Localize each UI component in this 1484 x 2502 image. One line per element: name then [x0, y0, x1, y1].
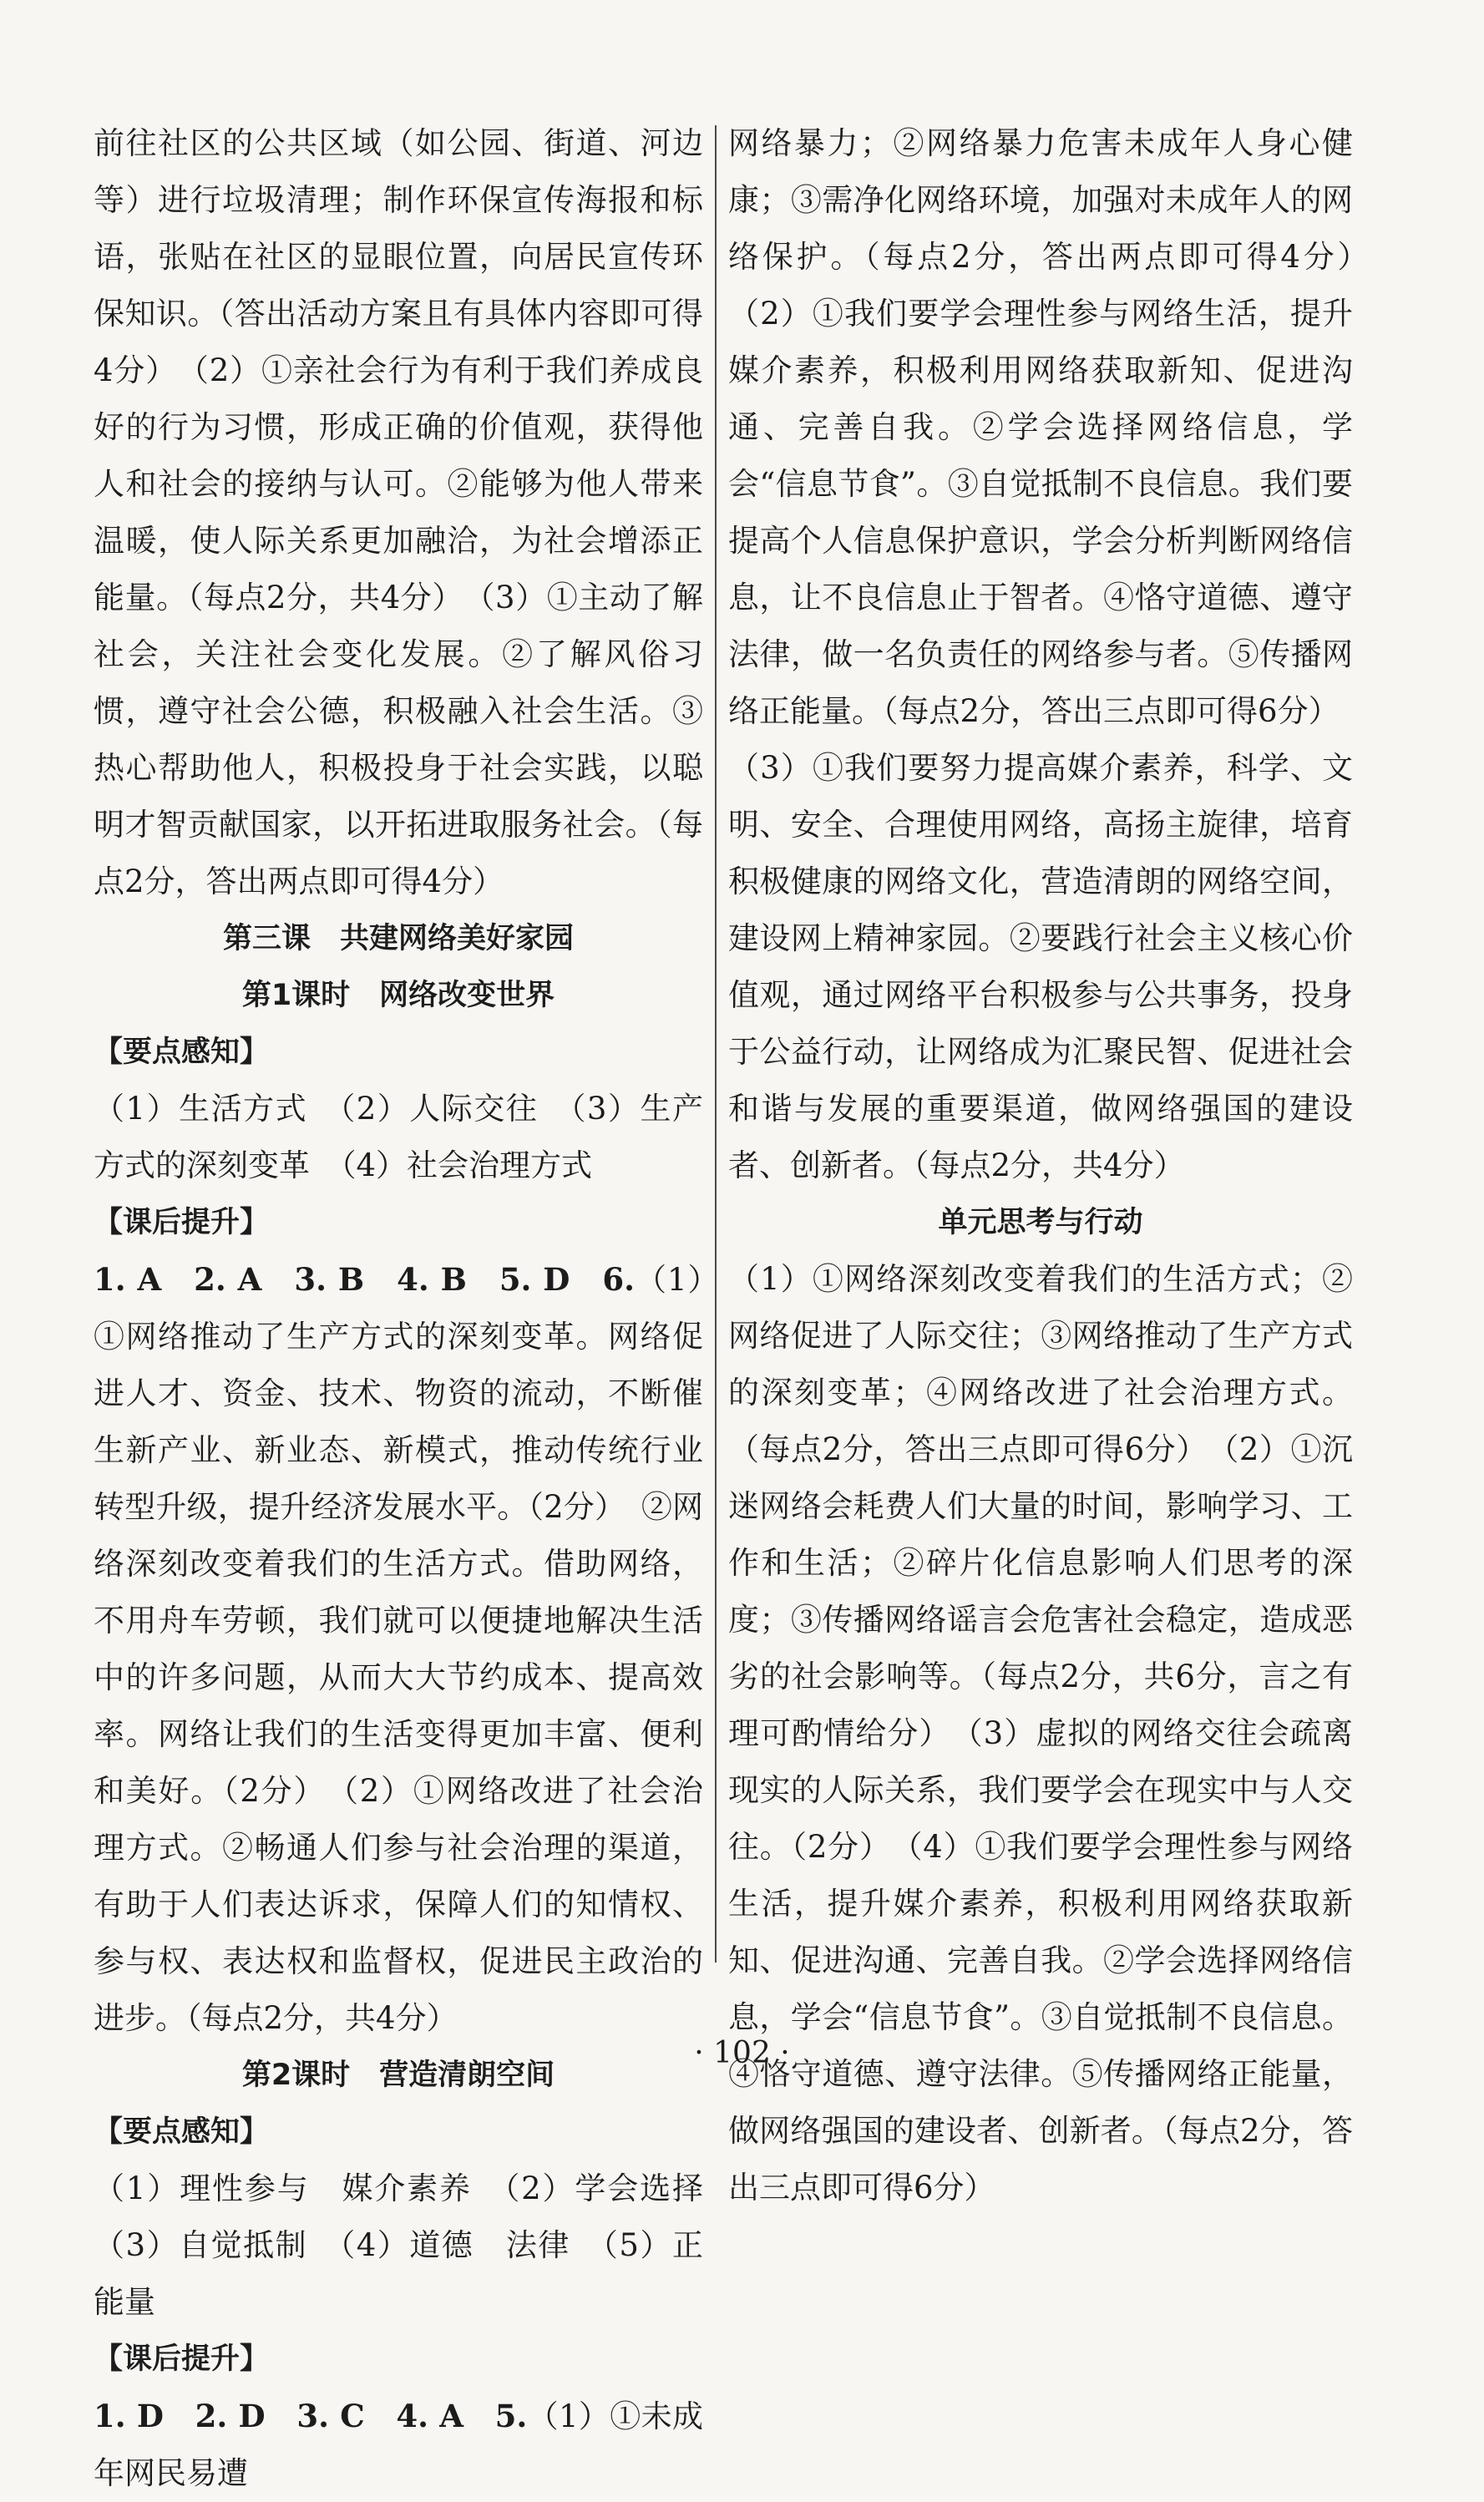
answer-paragraph: [94, 1251, 703, 2047]
paragraph: （1）理性参与 媒介素养 （2）学会选择 （3）自觉抵制 （4）道德 法律 （5）正能量: [94, 2170, 734, 2320]
lesson-title: 第三课 共建网络美好家园: [222, 922, 574, 955]
period-title: 第2课时 营造清朗空间: [241, 2059, 555, 2092]
period-title: 第1课时 网络改变世界: [241, 979, 555, 1012]
choice-answers: 1. D 2. D 3. C 4. A 5.: [94, 2398, 528, 2434]
left-column: [94, 115, 734, 2502]
paragraph: （1）生活方式 （2）人际交往 （3）生产方式的深刻变革 （4）社会治理方式: [94, 1091, 703, 1183]
answer-text: （1）①网络推动了生产方式的深刻变革。网络促进人才、资金、技术、物资的流动，不断催生新产业、新业态、新模式，推动传统行业转型升级，提升经济发展水平。（2分） ②网络深刻改变着我们的生活方式。借助网络，不用舟车劳顿，我们就可以便捷地解决生活中的许多问题，从而大大节约成本、提高效率。网络让我们的生活变得更加丰富、便利和美好。（2分） （2）①网络改进了社会治理方式。②畅通人们参与社会治理的渠道，有助于人们表达诉求，保障人们的知情权、参与权、表达权和监督权，促进民主政治的进步。（每点2分，共4分）: [94, 1262, 703, 2036]
paragraph: （1）①网络深刻改变着我们的生活方式；②网络促进了人际交往；③网络推动了生产方式的深刻变革；④网络改进了社会治理方式。（每点2分，答出三点即可得6分） （2）①沉迷网络会耗费人们大量的时间，影响学习、工作和生活；②碎片化信息影响人们思考的深度；③传播网络谣言会危害社会稳定，造成恶劣的社会影响等。（每点2分，共6分，言之有理可酌情给分） （3）虚拟的网络交往会疏离现实的人际关系，我们要学会在现实中与人交往。（2分） （4）①我们要学会理性参与网络生活，提升媒介素养，积极利用网络获取新知、促进沟通、完善自我。②学会选择网络信息，学会“信息节食”。③自觉抵制不良信息。④恪守道德、遵守法律。⑤传播网络正能量，做网络强国的建设者、创新者。（每点2分，答出三点即可得6分）: [728, 1261, 1353, 2206]
paragraph: 网络暴力；②网络暴力危害未成年人身心健康；③需净化网络环境，加强对未成年人的网络保护。（每点2分，答出两点即可得4分） （2）①我们要学会理性参与网络生活，提升媒介素养，积极利用网络获取新知、促进沟通、完善自我。②学会选择网络信息，学会“信息节食”。③自觉抵制不良信息。我们要提高个人信息保护意识，学会分析判断网络信息，让不良信息止于智者。④恪守道德、遵守法律，做一名负责任的网络参与者。⑤传播网络正能量。（每点2分，答出三点即可得6分）: [728, 125, 1384, 729]
choice-answers: 1. A 2. A 3. B 4. B 5. D 6.: [94, 1261, 635, 1298]
page-number: · 102 ·: [694, 2036, 790, 2070]
section-label: 【要点感知】: [94, 2115, 270, 2149]
section-label: 【课后提升】: [94, 2342, 270, 2376]
paragraph: 前往社区的公共区域（如公园、街道、河边等）进行垃圾清理；制作环保宣传海报和标语，张贴在社区的显眼位置，向居民宣传环保知识。（答出活动方案且有具体内容即可得4分） （2）①亲社会行为有利于我们养成良好的行为习惯，形成正确的价值观，获得他人和社会的接纳与认可。②能够为他人带来温暖，使人际关系更加融洽，为社会增添正能量。（每点2分，共4分） （3）①主动了解社会，关注社会变化发展。②了解风俗习惯，遵守社会公德，积极融入社会生活。③热心帮助他人，积极投身于社会实践，以聪明才智贡献国家，以开拓进取服务社会。（每点2分，答出两点即可得4分）: [94, 125, 703, 899]
unit-title: 单元思考与行动: [938, 1206, 1143, 1239]
paragraph: （3）①我们要努力提高媒介素养，科学、文明、安全、合理使用网络，高扬主旋律，培育积极健康的网络文化，营造清朗的网络空间，建设网上精神家园。②要践行社会主义核心价值观，通过网络平台积极参与公共事务，投身于公益行动，让网络成为汇聚民智、促进社会和谐与发展的重要渠道，做网络强国的建设者、创新者。（每点2分，共4分）: [728, 750, 1353, 1183]
answer-paragraph: [94, 2388, 703, 2502]
answer-text: （1）①未成年网民易遭: [94, 2398, 703, 2491]
section-label: 【要点感知】: [94, 1036, 270, 1069]
section-label: 【课后提升】: [94, 1206, 270, 1239]
column-divider: [715, 125, 717, 1963]
right-column: [728, 115, 1384, 2216]
